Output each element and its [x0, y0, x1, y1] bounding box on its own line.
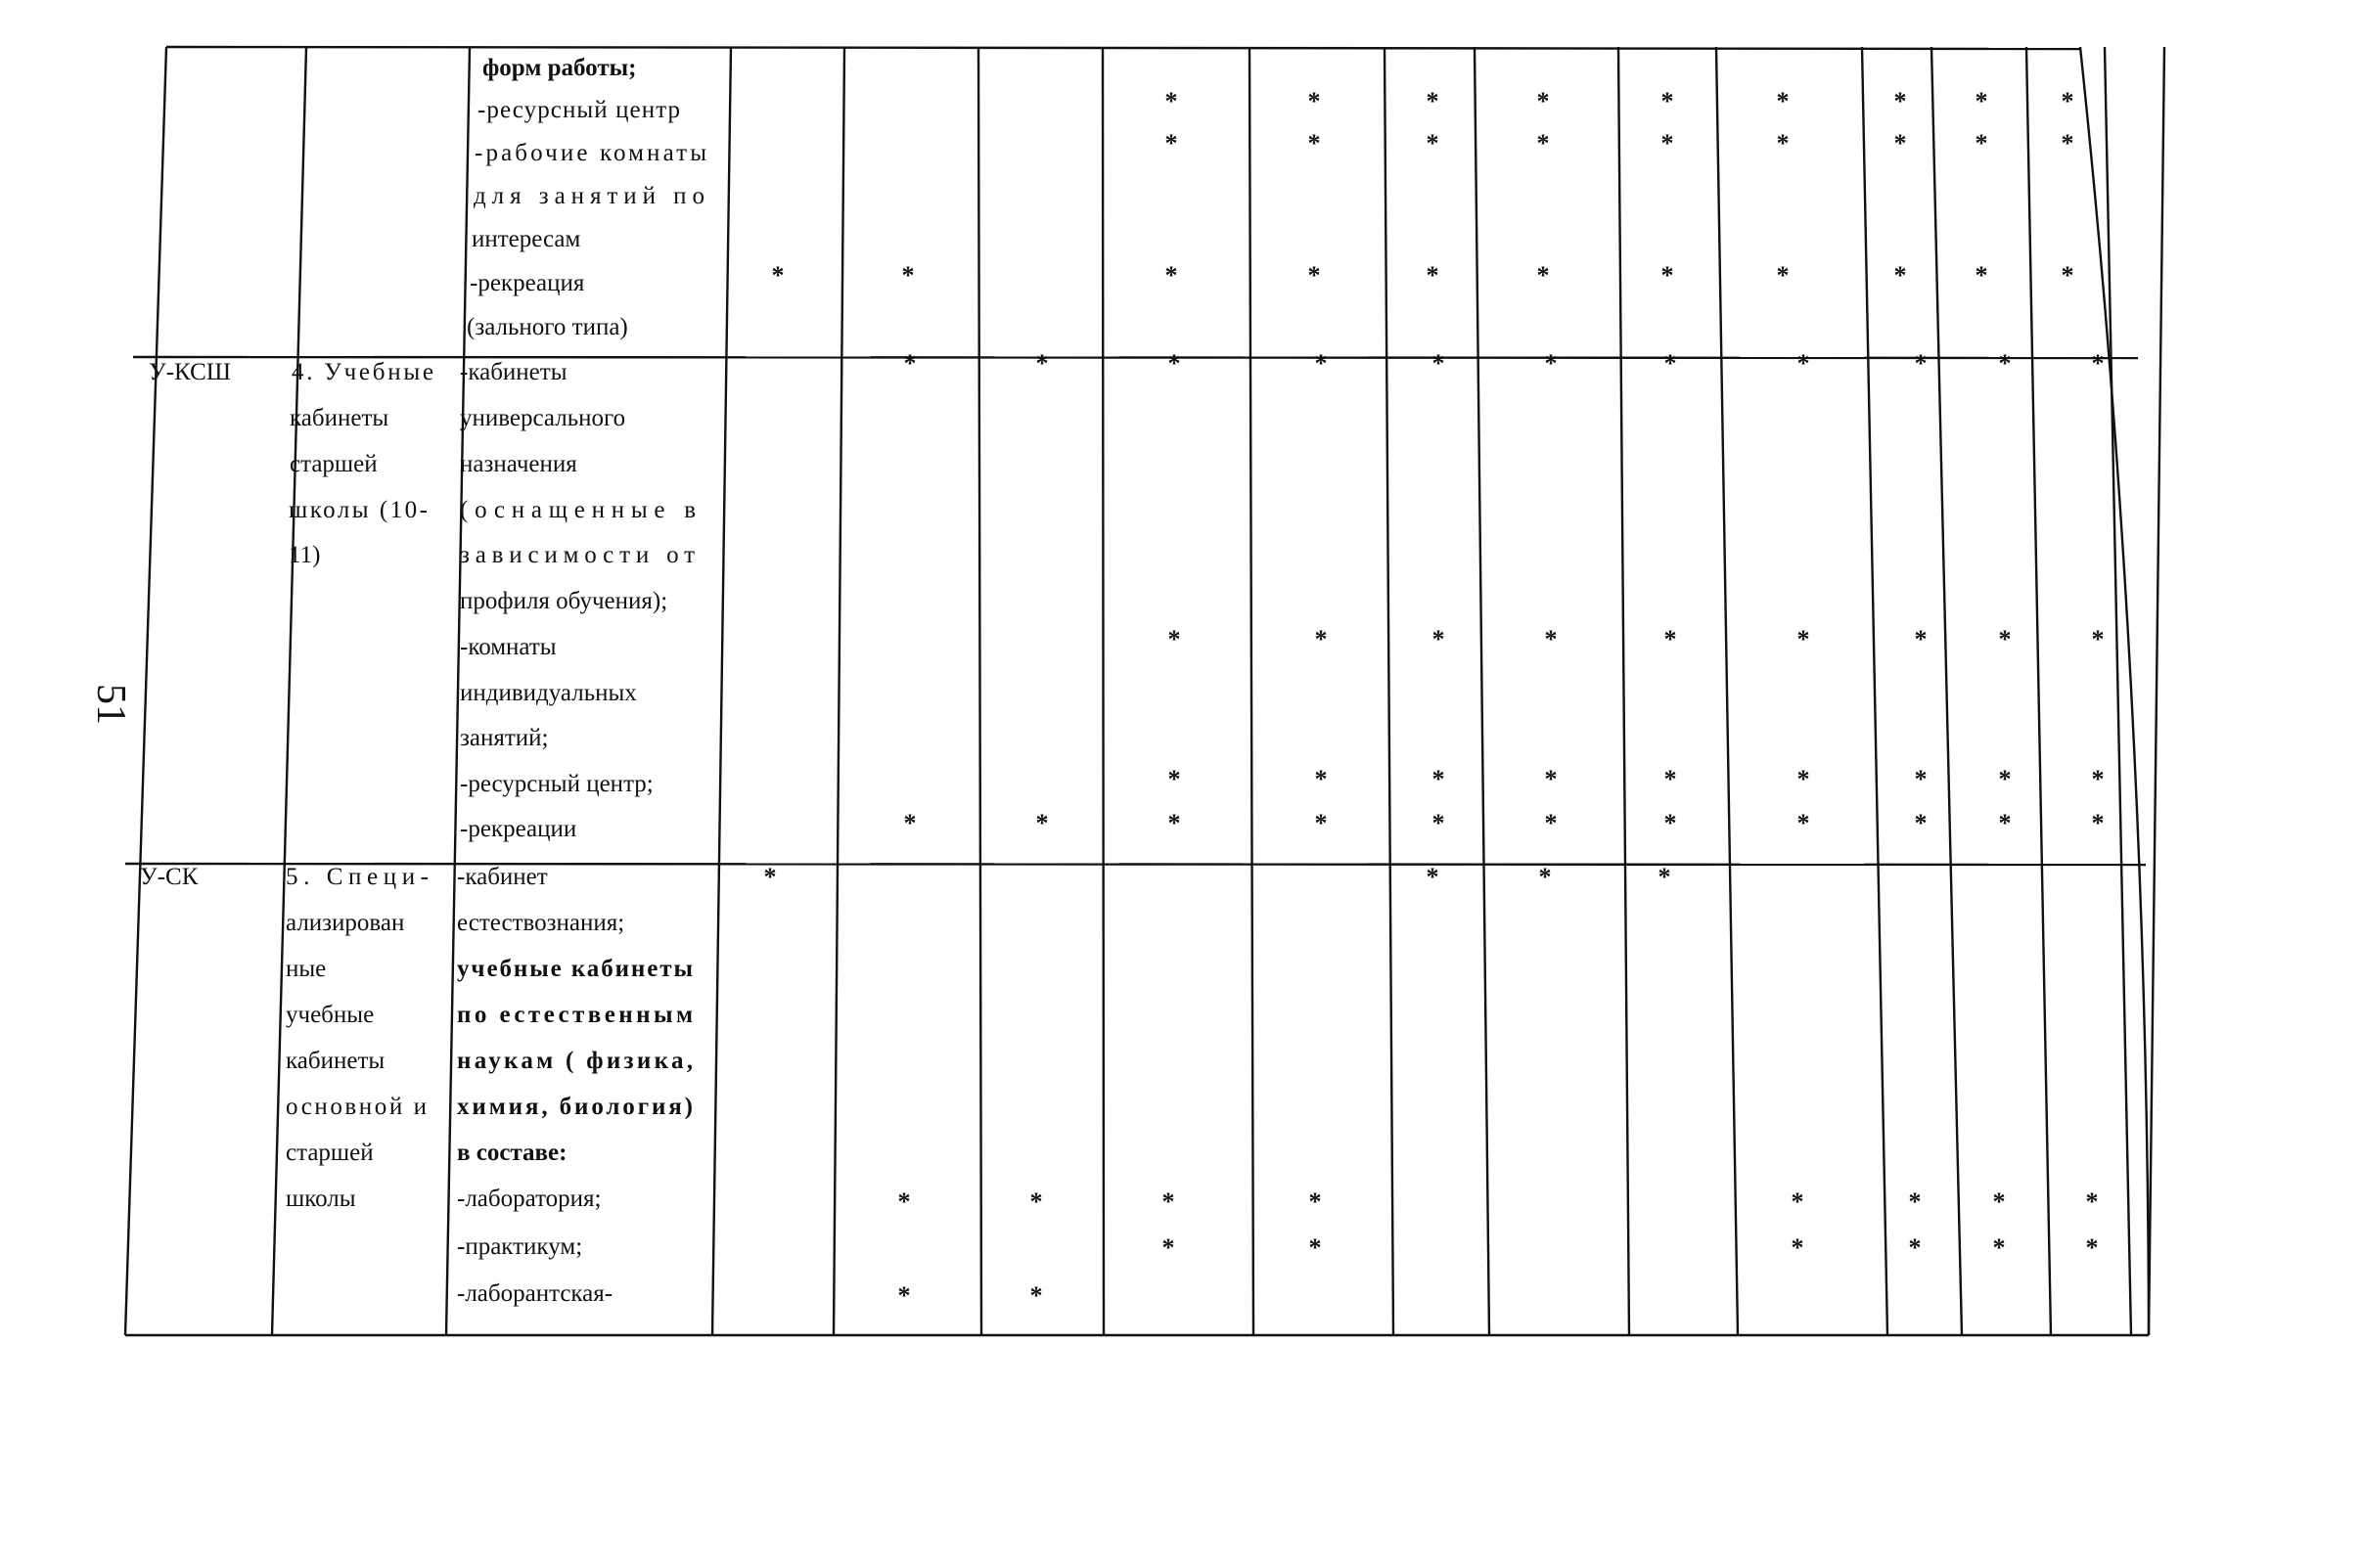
table-mark: *	[1914, 809, 1928, 837]
column-line	[1385, 47, 1393, 1335]
table-mark: *	[1893, 87, 1907, 115]
table-mark: *	[1164, 87, 1178, 115]
column-line	[1475, 47, 1489, 1335]
table-mark: *	[1431, 625, 1445, 653]
block3-code: У-СК	[140, 864, 199, 890]
table-mark: *	[1426, 87, 1439, 115]
table-mark: *	[1314, 625, 1328, 653]
block3-title-line-4: учебные	[286, 1002, 375, 1028]
table-mark: *	[1307, 261, 1321, 290]
table-mark: *	[1426, 129, 1439, 157]
block1-line-7: (зального типа)	[467, 314, 628, 340]
table-mark: *	[1908, 1233, 1922, 1262]
column-line	[834, 47, 844, 1335]
table-mark: *	[1314, 349, 1328, 378]
table-mark: *	[2091, 765, 2105, 793]
table-mark: *	[1167, 625, 1181, 653]
table-mark: *	[1426, 863, 1439, 891]
block2-code: У-КСШ	[149, 359, 231, 385]
table-mark: *	[1544, 809, 1558, 837]
block3-line-10: -лаборантская-	[457, 1280, 613, 1307]
table-mark: *	[1167, 809, 1181, 837]
table-mark: *	[1544, 765, 1558, 793]
row-line	[133, 357, 2138, 358]
block2-line-6: профиля обучения);	[460, 588, 668, 614]
column-line	[2105, 47, 2131, 1335]
table-mark: *	[1161, 1187, 1175, 1216]
table-mark: *	[1536, 87, 1550, 115]
column-line	[1618, 47, 1629, 1335]
table-mark: *	[1998, 349, 2012, 378]
block3-line-8: -лаборатория;	[457, 1186, 602, 1212]
block2-line-4: (оснащенные в	[460, 497, 696, 523]
table-mark: *	[2091, 349, 2105, 378]
table-mark: *	[897, 1187, 911, 1216]
table-mark: *	[1431, 809, 1445, 837]
table-mark: *	[1998, 765, 2012, 793]
table-mark: *	[1431, 765, 1445, 793]
table-mark: *	[1893, 261, 1907, 290]
table-mark: *	[2061, 261, 2074, 290]
table-mark: *	[1167, 765, 1181, 793]
table-mark: *	[1660, 129, 1674, 157]
column-line	[1103, 47, 1104, 1335]
block3-line-7: в составе:	[457, 1140, 568, 1166]
block1-line-3: -рабочие комнаты	[475, 140, 706, 166]
table-mark: *	[2091, 809, 2105, 837]
table-mark: *	[1658, 863, 1671, 891]
block3-line-2: естествознания;	[457, 910, 625, 936]
table-mark: *	[1992, 1187, 2006, 1216]
block2-title-line-1: 4. Учебные	[292, 359, 433, 385]
block3-line-3: учебные кабинеты	[457, 956, 693, 982]
block2-title-line-5: 11)	[289, 542, 321, 568]
block2-line-2: универсального	[460, 405, 626, 431]
block2-title-line-4: школы (10-	[289, 497, 428, 523]
block1-line-5: интересам	[472, 226, 581, 252]
table-mark: *	[1029, 1187, 1043, 1216]
block3-title-line-1: 5. Специ-	[286, 864, 429, 890]
block3-line-9: -практикум;	[457, 1233, 583, 1260]
table-mark: *	[763, 863, 777, 891]
table-mark: *	[1791, 1187, 1804, 1216]
table-mark: *	[1975, 261, 1988, 290]
table-mark: *	[1663, 625, 1677, 653]
block3-title-line-3: ные	[286, 956, 327, 982]
table-mark: *	[1908, 1187, 1922, 1216]
table-mark: *	[1893, 129, 1907, 157]
block1-line-2: -ресурсный центр	[477, 97, 680, 123]
table-mark: *	[1164, 129, 1178, 157]
table-mark: *	[1660, 261, 1674, 290]
column-line	[1716, 47, 1738, 1335]
table-mark: *	[1307, 129, 1321, 157]
table-mark: *	[1426, 261, 1439, 290]
table-marks	[764, 87, 2105, 1310]
table-mark: *	[897, 1281, 911, 1310]
table-mark: *	[1431, 349, 1445, 378]
column-line	[2149, 47, 2164, 1335]
block3-title-line-5: кабинеты	[286, 1048, 386, 1074]
block1-line-4: для занятий по	[474, 183, 704, 209]
table-mark: *	[1167, 349, 1181, 378]
table-mark: *	[1035, 349, 1049, 378]
table-mark: *	[1164, 261, 1178, 290]
table-mark: *	[1914, 765, 1928, 793]
table-mark: *	[903, 349, 917, 378]
table-mark: *	[1308, 1233, 1322, 1262]
table-mark: *	[2085, 1187, 2099, 1216]
block2-title-line-3: старшей	[290, 451, 378, 477]
block2-title-line-2: кабинеты	[290, 405, 389, 431]
table-mark: *	[1776, 261, 1790, 290]
table-mark: *	[1796, 765, 1810, 793]
page-number: 51	[88, 684, 133, 725]
table-mark: *	[1998, 809, 2012, 837]
block3-line-5: наукам ( физика,	[457, 1048, 693, 1074]
table-mark: *	[903, 809, 917, 837]
table-mark: *	[1307, 87, 1321, 115]
table-mark: *	[1660, 87, 1674, 115]
block2-line-3: назначения	[460, 451, 577, 477]
table-mark: *	[1914, 625, 1928, 653]
column-line	[978, 47, 981, 1335]
block2-line-10: -ресурсный центр;	[460, 771, 654, 797]
table-mark: *	[1035, 809, 1049, 837]
table-mark: *	[1975, 87, 1988, 115]
table-mark: *	[2061, 129, 2074, 157]
column-line	[1862, 47, 1887, 1335]
block3-title-line-6: основной и	[286, 1094, 427, 1120]
right-border-line	[2080, 47, 2149, 1335]
block3-title-line-7: старшей	[286, 1140, 374, 1166]
table-mark: *	[1161, 1233, 1175, 1262]
table-mark: *	[1538, 863, 1552, 891]
block2-line-8: индивидуальных	[460, 680, 637, 706]
block3-title-line-2: ализирован	[286, 910, 405, 936]
block2-line-7: -комнаты	[460, 634, 557, 660]
table-mark: *	[1536, 261, 1550, 290]
table-mark: *	[1796, 625, 1810, 653]
block3-title-line-8: школы	[286, 1186, 356, 1212]
table-mark: *	[1544, 349, 1558, 378]
table-mark: *	[1308, 1187, 1322, 1216]
row-line	[166, 47, 2080, 49]
table-mark: *	[1663, 349, 1677, 378]
table-mark: *	[771, 261, 785, 290]
table-mark: *	[1314, 809, 1328, 837]
block2-line-5: зависимости от	[460, 542, 695, 568]
table-grid	[125, 47, 2164, 1335]
table-mark: *	[1536, 129, 1550, 157]
block1-line-6: -рекреация	[470, 270, 585, 296]
block1-line-1: форм работы;	[482, 55, 637, 81]
table-mark: *	[1544, 625, 1558, 653]
block3-line-1: -кабинет	[457, 864, 548, 890]
block2-line-9: занятий;	[460, 725, 549, 751]
block3-line-6: химия, биология)	[457, 1094, 693, 1120]
table-mark: *	[1314, 765, 1328, 793]
table-mark: *	[1998, 625, 2012, 653]
table-mark: *	[1776, 129, 1790, 157]
table-mark: *	[1791, 1233, 1804, 1262]
table-mark: *	[1663, 765, 1677, 793]
table-mark: *	[1029, 1281, 1043, 1310]
table-text	[140, 55, 706, 1307]
table-mark: *	[1663, 809, 1677, 837]
column-line	[712, 47, 731, 1335]
table-mark: *	[1776, 87, 1790, 115]
table-mark: *	[2061, 87, 2074, 115]
block2-line-1: -кабинеты	[460, 359, 568, 385]
column-line	[2026, 47, 2051, 1335]
column-line	[1249, 47, 1253, 1335]
table-mark: *	[1914, 349, 1928, 378]
block2-line-11: -рекреации	[460, 816, 577, 842]
block3-line-4: по естественным	[457, 1002, 693, 1028]
table-mark: *	[1796, 349, 1810, 378]
table-mark: *	[1975, 129, 1988, 157]
table-mark: *	[2091, 625, 2105, 653]
column-line	[1931, 47, 1962, 1335]
table-mark: *	[2085, 1233, 2099, 1262]
table-mark: *	[1992, 1233, 2006, 1262]
table-mark: *	[1796, 809, 1810, 837]
table-mark: *	[901, 261, 915, 290]
